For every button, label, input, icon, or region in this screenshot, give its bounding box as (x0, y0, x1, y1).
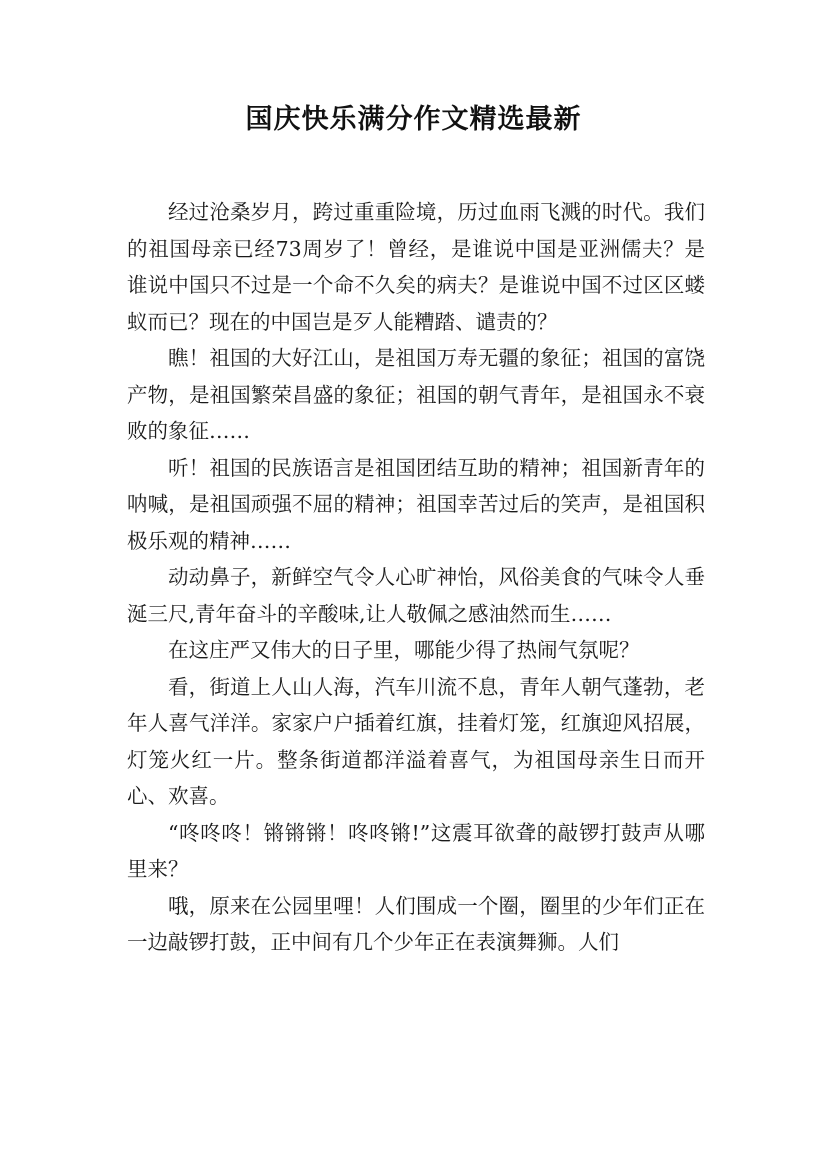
paragraph: 哦，原来在公园里哩！人们围成一个圈，圈里的少年们正在一边敲锣打鼓，正中间有几个少年正在表演舞狮。人们 (127, 893, 705, 954)
paragraph: 听！祖国的民族语言是祖国团结互助的精神；祖国新青年的呐喊，是祖国顽强不屈的精神；祖国幸苦过后的笑声，是祖国积极乐观的精神…… (127, 455, 705, 553)
paragraph: 瞧！祖国的大好江山，是祖国万寿无疆的象征；祖国的富饶产物，是祖国繁荣昌盛的象征；祖国的朝气青年，是祖国永不衰败的象征…… (127, 346, 705, 443)
document-title: 国庆快乐满分作文精选最新 (245, 104, 582, 135)
paragraph: “咚咚咚！锵锵锵！咚咚锵!”这震耳欲聋的敲锣打鼓声从哪里来？ (127, 820, 705, 881)
paragraph: 看，街道上人山人海，汽车川流不息，青年人朝气蓬勃，老年人喜气洋洋。家家户户插着红旗，挂着灯笼，红旗迎风招展，灯笼火红一片。整条街道都洋溢着喜气，为祖国母亲生日而开心、欢喜。 (127, 674, 705, 808)
paragraph: 在这庄严又伟大的日子里，哪能少得了热闹气氛呢？ (168, 638, 640, 662)
document-body (127, 194, 705, 961)
paragraph: 动动鼻子，新鲜空气令人心旷神怡，风俗美食的气味令人垂涎三尺,青年奋斗的辛酸味,让人敬佩之感油然而生…… (127, 565, 705, 626)
paragraph: 经过沧桑岁月，跨过重重险境，历过血雨飞溅的时代。我们的祖国母亲已经73周岁了！曾经，是谁说中国是亚洲儒夫？是谁说中国只不过是一个命不久矣的病夫？是谁说中国不过区区蝼蚁而已？现在的中国岂是歹人能糟踏、谴责的？ (127, 200, 705, 334)
